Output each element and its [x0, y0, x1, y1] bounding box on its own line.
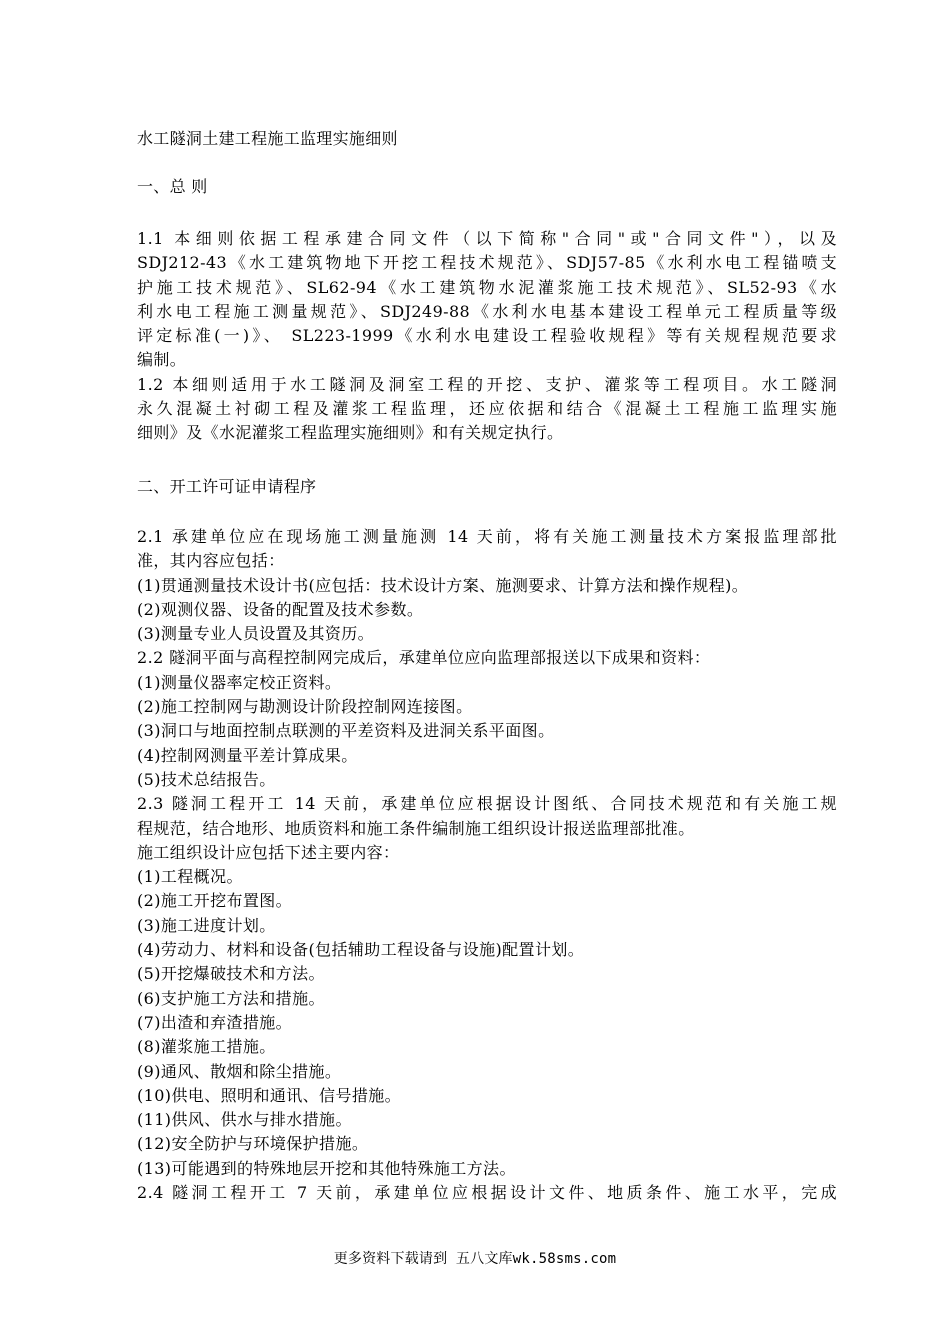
paragraph-line: 2.1 承建单位应在现场施工测量施测 14 天前，将有关施工测量技术方案报监理部批 — [137, 527, 837, 546]
list-item: (9)通风、散烟和除尘措施。 — [137, 1061, 342, 1081]
list-item: (10)供电、照明和通讯、信号措施。 — [137, 1085, 402, 1105]
paragraph-line: 评定标准(一)》、 SL223-1999《水利水电建设工程验收规程》等有关规程规范要求 — [137, 326, 837, 346]
paragraph-line: 2.3 隧洞工程开工 14 天前，承建单位应根据设计图纸、合同技术规范和有关施工规 — [137, 794, 837, 814]
paragraph-line: 护施工技术规范》、SL62-94《水工建筑物水泥灌浆施工技术规范》、SL52-93《水 — [137, 277, 837, 297]
paragraph-line: 1.1 本细则依据工程承建合同文件（以下简称"合同"或"合同文件"），以及 — [137, 229, 837, 248]
list-item: (1)测量仪器率定校正资料。 — [137, 672, 342, 692]
list-item: (2)施工开挖布置图。 — [137, 891, 293, 911]
list-item: (3)测量专业人员设置及其资历。 — [137, 624, 375, 644]
paragraph-line: 2.4 隧洞工程开工 7 天前，承建单位应根据设计文件、地质条件、施工水平，完成 — [137, 1183, 837, 1203]
paragraph-line: 利水电工程施工测量规范》、SDJ249-88《水利水电基本建设工程单元工程质量等级 — [137, 301, 837, 321]
list-item: (3)洞口与地面控制点联测的平差资料及进洞关系平面图。 — [137, 721, 555, 741]
list-item: (5)技术总结报告。 — [137, 769, 276, 789]
section-permit-body — [137, 525, 837, 1205]
paragraph-line: 编制。 — [137, 350, 187, 370]
list-item: (6)支护施工方法和措施。 — [137, 988, 325, 1008]
list-item: (7)出渣和弃渣措施。 — [137, 1012, 293, 1032]
list-item: (2)观测仪器、设备的配置及技术参数。 — [137, 599, 424, 619]
list-item: (1)工程概况。 — [137, 867, 243, 887]
paragraph-line: 施工组织设计应包括下述主要内容： — [137, 842, 400, 862]
list-item: (11)供风、供水与排水措施。 — [137, 1110, 352, 1130]
list-item: (4)控制网测量平差计算成果。 — [137, 745, 358, 765]
list-item: (5)开挖爆破技术和方法。 — [137, 964, 325, 984]
list-item: (3)施工进度计划。 — [137, 915, 276, 935]
paragraph-line: 永久混凝土衬砌工程及灌浆工程监理，还应依据和结合《混凝土工程施工监理实施 — [137, 399, 837, 419]
document-title: 水工隧洞土建工程施工监理实施细则 — [137, 129, 398, 148]
paragraph-line: 准，其内容应包括： — [137, 551, 285, 571]
paragraph-line: 细则》及《水泥灌浆工程监理实施细则》和有关规定执行。 — [137, 423, 564, 443]
paragraph-line: 程规范，结合地形、地质资料和施工条件编制施工组织设计报送监理部批准。 — [137, 818, 695, 838]
list-item: (8)灌浆施工措施。 — [137, 1037, 276, 1057]
section-general-body — [137, 227, 837, 446]
paragraph-line: 2.2 隧洞平面与高程控制网完成后，承建单位应向监理部报送以下成果和资料： — [137, 648, 711, 668]
paragraph-line: SDJ212-43《水工建筑物地下开挖工程技术规范》、SDJ57-85《水利水电工程锚喷支 — [137, 253, 837, 273]
list-item: (1)贯通测量技术设计书(应包括：技术设计方案、施测要求、计算方法和操作规程)。 — [137, 575, 749, 595]
section-heading-permit: 二、开工许可证申请程序 — [137, 477, 317, 496]
list-item: (2)施工控制网与勘测设计阶段控制网连接图。 — [137, 697, 473, 717]
section-heading-general: 一、总 则 — [137, 177, 208, 196]
list-item: (12)安全防护与环境保护措施。 — [137, 1134, 369, 1154]
list-item: (13)可能遇到的特殊地层开挖和其他特殊施工方法。 — [137, 1158, 516, 1178]
list-item: (4)劳动力、材料和设备(包括辅助工程设备与设施)配置计划。 — [137, 940, 585, 960]
download-footer: 更多资料下载请到 五八文库wk.58sms.com — [333, 1251, 617, 1267]
paragraph-line: 1.2 本细则适用于水工隧洞及洞室工程的开挖、支护、灌浆等工程项目。水工隧洞 — [137, 374, 837, 394]
